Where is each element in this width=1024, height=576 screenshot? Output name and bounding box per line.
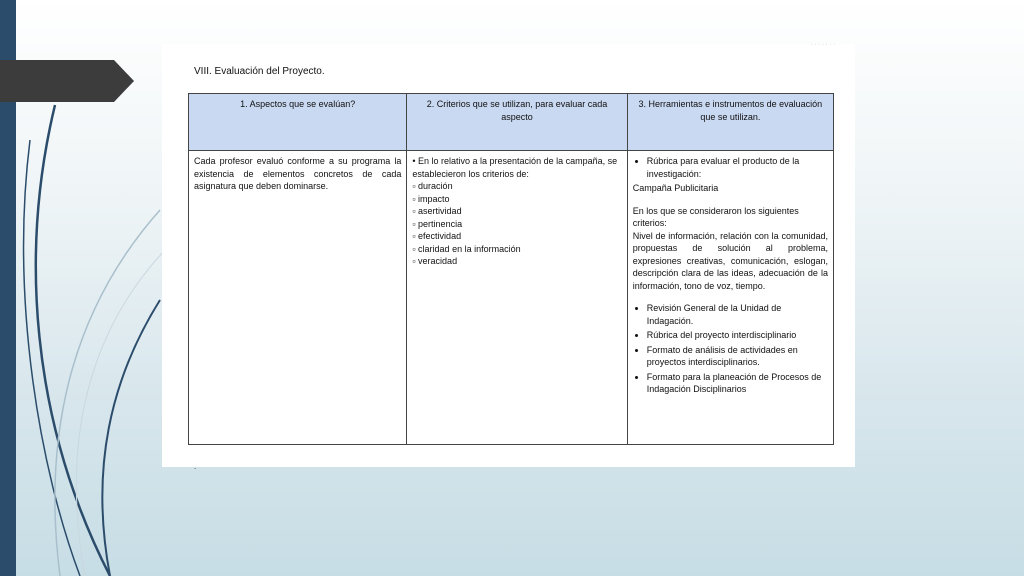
list-item: ▫ efectividad [412,230,621,243]
content-row [189,151,834,445]
footer-mark: . [194,462,197,471]
list-item: ▫ asertividad [412,205,621,218]
criteria-intro: • En lo relativo a la presentación de la campaña, se establecieron los criterios de: [412,156,618,179]
faint-header-mark: · · · · · · · [811,42,835,48]
list-item: • Rúbrica del proyecto interdisciplinario [647,329,828,342]
list-item: • Revisión General de la Unidad de Indagación. [647,302,828,327]
tools-criteria-text: Nivel de información, relación con la comunidad, propuestas de solución al problema, expresiones creativas, comunicación, eslogan, descripción clara de las ideas, adecuación de la información, tono de voz, tiempo. [632,230,828,291]
campaign-label: Campaña Publicitaria [632,183,719,193]
list-item: ▫ impacto [412,193,621,206]
list-item: • Formato para la planeación de Procesos de Indagación Disciplinarios [647,371,828,396]
cell-aspects [189,151,407,445]
header-tools: 3. Herramientas e instrumentos de evaluación que se utilizan. [627,94,833,151]
header-criteria: 2. Criterios que se utilizan, para evaluar cada aspecto [407,94,627,151]
list-item: ▫ pertinencia [412,218,621,231]
list-item: ▫ claridad en la información [412,243,621,256]
tools-first-list [633,155,828,180]
tools-criteria-intro: En los que se consideraron los siguientes criterios: [632,205,799,228]
arrow-tab-shape [0,60,134,102]
list-item: ▫ duración [412,180,621,193]
header-aspects: 1. Aspectos que se evalúan? [189,94,407,151]
document-page [162,42,855,471]
section-title: VIII. Evaluación del Proyecto. [194,66,325,77]
cell-tools [627,151,833,445]
cell-criteria [407,151,627,445]
evaluation-table [188,93,834,445]
list-item: • Formato de análisis de actividades en proyectos interdisciplinarios. [647,344,828,369]
tools-list [633,302,828,396]
list-item: • Rúbrica para evaluar el producto de la investigación: [647,155,828,180]
header-row [189,94,834,151]
aspects-text: Cada profesor evaluó conforme a su programa la existencia de elementos concretos de cada asignatura que deben dominarse. [194,156,402,191]
list-item: ▫ veracidad [412,255,621,268]
criteria-list [412,180,621,268]
